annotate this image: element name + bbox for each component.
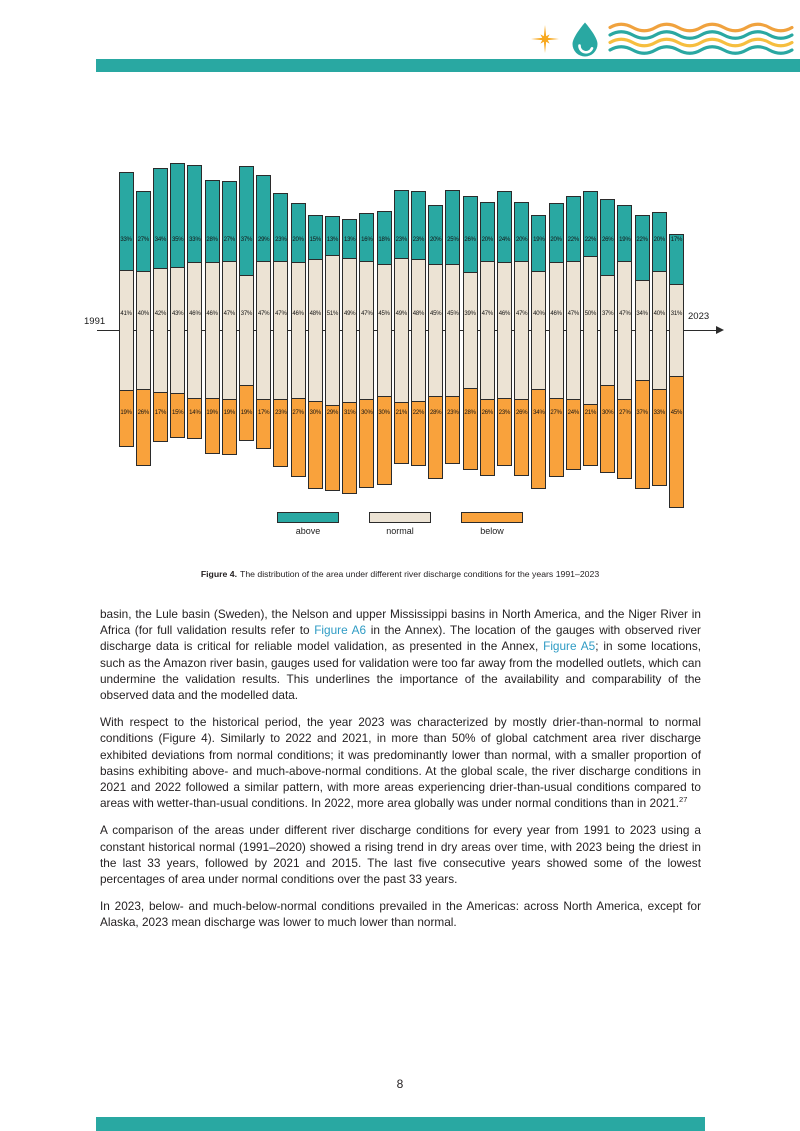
axis-end-label: 2023 [688,311,710,322]
bar-segment-below-2021 [635,380,650,489]
bar-value-below-2001: 27% [292,410,304,416]
bar-segment-normal-2001 [291,262,306,399]
bar-value-normal-2012: 47% [481,310,493,317]
bar-value-normal-1999: 47% [257,310,270,317]
bar-value-below-1995: 14% [189,410,201,416]
text-segment: ; in some locations, such as the Amazon river basin, gauges used for validation were too far away from the modelled outlets, which can undermine the validation results. This underlines the importance of the availability and comparability of the observed data and the modelled data. [100,639,701,703]
bar-segment-below-1999 [256,399,271,449]
bar-value-normal-2022: 40% [653,310,665,317]
bar-value-above-2011: 26% [464,237,476,243]
bar-value-above-2005: 16% [361,237,373,243]
bar-segment-normal-1991 [119,270,134,392]
bar-value-below-2008: 22% [412,410,425,416]
bar-segment-above-2000 [273,193,288,262]
text-segment: A comparison of the areas under different river discharge conditions for every year from 1991 to 2023 using a constant historical normal (1991–2020) showed a rising trend in dry areas over time, with 2023 being the driest in the last 33 years, followed by 2021 and 2015. The last five consecutive years showed some of the lowest percentages of area under normal conditions over the past 33 years. [100,823,701,887]
bar-value-below-1991: 19% [120,410,132,416]
bar-segment-below-1997 [222,399,237,455]
bar-segment-above-2011 [463,196,478,274]
bar-value-above-2002: 15% [309,237,321,243]
bar-value-above-2003: 13% [326,237,339,243]
bar-value-below-2013: 23% [498,410,511,416]
bar-segment-normal-2008 [411,259,426,402]
bar-value-above-2009: 20% [429,237,442,243]
bar-segment-normal-1998 [239,275,254,385]
bar-value-normal-2021: 34% [636,310,648,317]
bar-segment-below-2010 [445,396,460,464]
bar-value-below-2018: 21% [584,410,597,416]
bar-segment-normal-1999 [256,261,271,401]
bar-value-above-1998: 37% [240,237,253,243]
bar-segment-normal-2009 [428,264,443,398]
bar-segment-below-2022 [652,389,667,486]
bar-value-above-1997: 27% [223,237,235,243]
bar-value-below-2002: 30% [309,410,321,416]
bar-value-above-2008: 23% [412,237,425,243]
bar-segment-normal-1993 [153,268,168,393]
bar-value-above-2007: 23% [395,237,407,243]
bar-value-above-1994: 35% [171,237,184,243]
bar-value-below-2022: 33% [653,410,665,416]
legend-item-above [277,512,339,536]
footnote-ref: 27 [679,795,688,805]
bar-value-normal-2005: 47% [361,310,373,317]
bar-value-normal-2001: 46% [292,310,304,317]
bar-segment-below-1992 [136,389,151,466]
bar-value-normal-2015: 40% [533,310,545,317]
bar-segment-below-2023 [669,376,684,509]
bar-value-above-2020: 19% [619,237,631,243]
bar-segment-below-2009 [428,396,443,479]
bar-segment-above-1992 [136,191,151,272]
bar-value-normal-2013: 46% [498,310,511,317]
bar-value-above-2022: 20% [653,237,665,243]
bar-segment-above-2013 [497,191,512,263]
bar-segment-normal-2003 [325,255,340,406]
bar-value-above-2014: 20% [515,237,528,243]
bar-value-below-2003: 29% [326,410,339,416]
bar-value-below-2000: 23% [275,410,287,416]
bar-segment-above-2017 [566,196,581,262]
bar-value-below-1996: 19% [206,410,218,416]
page-number: 8 [396,1077,404,1091]
bar-value-above-2012: 20% [481,237,493,243]
bar-value-normal-1993: 42% [154,310,167,317]
bar-value-below-2014: 26% [515,410,528,416]
bar-segment-normal-2023 [669,284,684,376]
bar-value-normal-2000: 47% [275,310,287,317]
bar-value-below-2006: 30% [378,410,390,416]
bar-value-normal-1992: 40% [137,310,149,317]
figure-caption-text: The distribution of the area under different river discharge conditions for the years 1991–2023 [240,569,600,579]
bar-segment-above-2016 [549,203,564,263]
chart-legend [0,512,800,536]
bar-segment-above-1994 [170,163,185,267]
bar-segment-normal-2021 [635,280,650,381]
bar-value-normal-1991: 41% [120,310,132,317]
bar-segment-above-2001 [291,203,306,263]
bar-segment-below-1995 [187,398,202,439]
bar-segment-below-2013 [497,398,512,466]
paragraph-4 [100,898,701,930]
bar-segment-below-1993 [153,392,168,442]
bar-value-above-1995: 33% [189,237,201,243]
bar-value-below-1998: 19% [240,410,253,416]
bar-value-below-1997: 19% [223,410,235,416]
bar-value-normal-1997: 47% [223,310,235,317]
bar-segment-normal-1992 [136,271,151,390]
bar-segment-above-2012 [480,202,495,262]
text-segment: basin, the Lule basin (Sweden), the Nelson and upper Mississippi basins in North America, and the Niger River in Africa (for full validation results refer to [100,607,701,638]
bar-segment-normal-2013 [497,262,512,399]
bar-segment-above-1997 [222,181,237,262]
bar-segment-normal-2010 [445,264,460,398]
bar-value-above-1991: 33% [120,237,132,243]
bar-value-below-2019: 30% [601,410,614,416]
legend-swatch-normal [369,512,431,523]
bar-value-normal-2009: 45% [429,310,442,317]
bar-value-below-2021: 37% [636,410,648,416]
bar-value-normal-1998: 37% [240,310,253,317]
bar-segment-above-1995 [187,165,202,263]
bar-value-normal-2014: 47% [515,310,528,317]
bar-segment-above-2014 [514,202,529,262]
bar-value-above-2004: 13% [343,237,356,243]
bar-value-above-2017: 22% [567,237,579,243]
bar-value-below-2007: 21% [395,410,407,416]
figure-link[interactable]: Figure A6 [314,623,367,638]
figure-caption-label: Figure 4. [200,569,238,579]
legend-item-normal [369,512,431,536]
bar-segment-normal-2015 [531,271,546,390]
bar-segment-normal-2022 [652,271,667,390]
bar-value-normal-1995: 46% [189,310,201,317]
bar-segment-below-2003 [325,405,340,491]
bar-value-below-2010: 23% [447,410,459,416]
bar-value-normal-2016: 46% [550,310,562,317]
bar-value-below-2017: 24% [567,410,579,416]
bar-value-above-2013: 24% [498,237,511,243]
bar-segment-above-2020 [617,205,632,262]
bar-value-normal-1996: 46% [206,310,218,317]
bar-value-normal-2023: 31% [670,310,683,317]
paragraph-1 [100,606,701,703]
bar-value-normal-2017: 47% [567,310,579,317]
bar-value-normal-1994: 43% [171,310,184,317]
bar-value-normal-2019: 37% [601,310,614,317]
bar-segment-normal-2012 [480,261,495,401]
bar-segment-above-1998 [239,166,254,276]
bar-value-above-1999: 29% [257,237,270,243]
bar-segment-below-2015 [531,389,546,489]
bar-segment-normal-2004 [342,258,357,404]
bar-value-normal-2010: 45% [447,310,459,317]
bar-segment-above-2018 [583,191,598,257]
bar-value-below-1993: 17% [154,410,167,416]
bar-segment-above-2008 [411,191,426,260]
bar-segment-normal-1996 [205,262,220,399]
bar-segment-above-1993 [153,168,168,269]
legend-label-above: above [295,526,321,536]
bar-segment-above-2010 [445,190,460,265]
bar-segment-normal-2017 [566,261,581,401]
bar-value-normal-2006: 45% [378,310,390,317]
text-segment: In 2023, below- and much-below-normal conditions prevailed in the Americas: across North America, except for Alaska, 2023 mean discharge was lower to much lower than normal. [100,899,701,930]
x-axis-arrow-icon [716,326,724,334]
bar-segment-above-1996 [205,180,220,264]
bar-value-below-2009: 28% [429,410,442,416]
bar-segment-normal-1997 [222,261,237,401]
bar-value-below-1999: 17% [257,410,270,416]
bar-value-above-2000: 23% [275,237,287,243]
bar-value-above-2021: 22% [636,237,648,243]
text-segment: in the Annex). The location of the gauges with observed river discharge data is critical for reliable model validation, as presented in the Annex, [100,623,701,654]
bar-segment-normal-2014 [514,261,529,401]
bar-value-below-2004: 31% [343,410,356,416]
footer-band [96,1117,705,1131]
bar-value-above-2023: 17% [670,237,683,243]
bar-segment-below-1996 [205,398,220,454]
bar-segment-below-2011 [463,388,478,471]
bar-segment-above-1999 [256,175,271,262]
bar-value-above-2006: 18% [378,237,390,243]
bar-value-normal-2002: 48% [309,310,321,317]
bar-value-above-1992: 27% [137,237,149,243]
bar-segment-normal-2019 [600,275,615,385]
bar-value-normal-2011: 39% [464,310,476,317]
bar-value-below-2016: 27% [550,410,562,416]
bar-segment-normal-2000 [273,261,288,401]
bar-value-normal-2004: 49% [343,310,356,317]
body-text [100,606,701,942]
bar-value-above-1996: 28% [206,237,218,243]
bar-value-above-2010: 25% [447,237,459,243]
bar-value-normal-2003: 51% [326,310,339,317]
axis-start-label: 1991 [84,316,106,327]
bar-segment-above-2009 [428,205,443,265]
bar-value-normal-2020: 47% [619,310,631,317]
bar-value-above-2016: 20% [550,237,562,243]
bar-value-below-1992: 26% [137,410,149,416]
bar-segment-normal-2002 [308,259,323,402]
legend-item-below [461,512,523,536]
bar-value-below-1994: 15% [171,410,184,416]
legend-label-normal: normal [386,526,414,536]
bar-segment-normal-2011 [463,272,478,388]
bar-value-above-2018: 22% [584,237,597,243]
bar-value-below-2005: 30% [361,410,373,416]
bar-segment-normal-2005 [359,261,374,401]
legend-swatch-above [277,512,339,523]
figure-link[interactable]: Figure A5 [543,639,596,654]
bar-value-above-2015: 19% [533,237,545,243]
bar-segment-normal-2016 [549,262,564,399]
bar-value-normal-2018: 50% [584,310,597,317]
legend-label-below: below [480,526,504,536]
paragraph-2 [100,714,701,811]
bar-segment-normal-1995 [187,262,202,399]
bar-value-normal-2008: 48% [412,310,425,317]
figure-caption [0,569,800,579]
bar-value-normal-2007: 49% [395,310,407,317]
bar-segment-above-1991 [119,172,134,270]
bar-value-above-2001: 20% [292,237,304,243]
bar-segment-normal-2007 [394,258,409,404]
bar-value-below-2020: 27% [619,410,631,416]
bar-segment-below-1991 [119,390,134,446]
bar-value-above-1993: 34% [154,237,167,243]
bar-value-above-2019: 26% [601,237,614,243]
paragraph-3 [100,822,701,887]
bar-value-below-2015: 34% [533,410,545,416]
bar-segment-normal-1994 [170,267,185,395]
bar-segment-normal-2006 [377,264,392,398]
bar-segment-normal-2018 [583,256,598,405]
bar-value-below-2011: 28% [464,410,476,416]
bar-segment-normal-2020 [617,261,632,401]
bar-segment-above-2007 [394,190,409,259]
bar-value-below-2023: 45% [670,410,683,416]
bar-segment-below-2019 [600,385,615,474]
bar-value-below-2012: 26% [481,410,493,416]
legend-swatch-below [461,512,523,523]
text-segment: With respect to the historical period, the year 2023 was characterized by mostly drier-than-normal to normal conditions (Figure 4). Similarly to 2022 and 2021, in more than 50% of global catchment area river discharge exhibited deviations from normal conditions; it was predominantly lower than normal, with a smaller proportion of basins exhibiting above- and much-above-normal conditions. At the global scale, the river discharge conditions in 2021 and 2022 followed a similar pattern, with more areas experiencing drier-than-usual conditions compared to areas with wetter-than-usual conditions. In 2022, more area globally was under normal conditions than in 2021. [100,715,701,811]
bar-segment-above-2021 [635,215,650,281]
